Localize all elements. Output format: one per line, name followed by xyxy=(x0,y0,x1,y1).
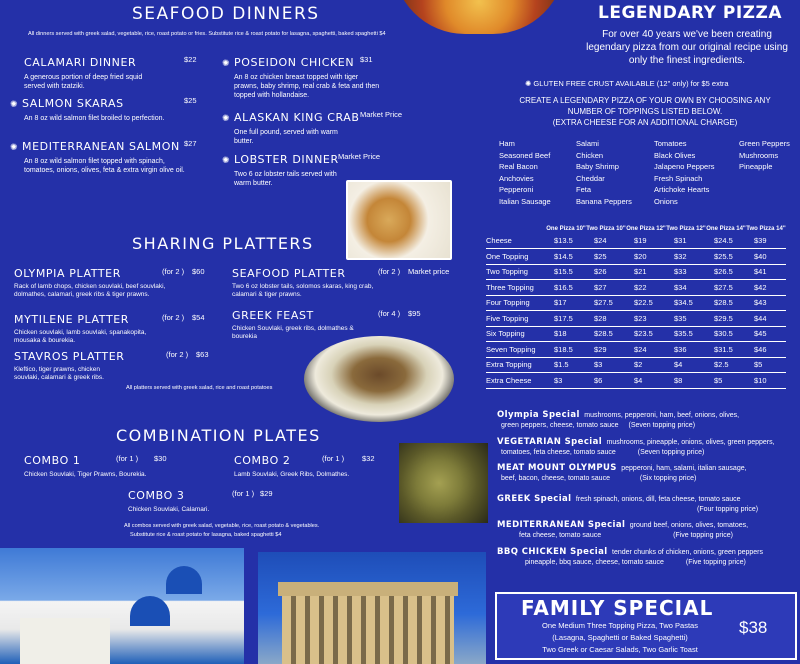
item-for: (for 2 ) xyxy=(162,267,185,276)
seafood-title: SEAFOOD DINNERS xyxy=(132,4,320,24)
item-desc: Kleftico, tiger prawns, chicken souvlaki, calamari & greek ribs. xyxy=(14,366,104,381)
price-cell: $5 xyxy=(706,373,746,389)
item-desc: Lamb Souvlaki, Greek Ribs, Dolmathes. xyxy=(234,471,350,478)
special-desc: pineapple, bbq sauce, cheese, tomato sauce xyxy=(525,559,664,566)
item-price: $27 xyxy=(184,139,197,148)
item-name: SALMON SKARAS xyxy=(22,97,124,110)
price-cell: $21 xyxy=(626,264,666,280)
price-cell: $27.5 xyxy=(706,280,746,296)
column-header: Two Pizza 14" xyxy=(746,226,786,232)
topping: Baby Shrimp xyxy=(576,162,619,171)
item-for: (for 2 ) xyxy=(162,313,185,322)
special-item xyxy=(497,514,797,541)
topping: Salami xyxy=(576,139,599,148)
topping: Real Bacon xyxy=(499,162,538,171)
item-desc: Two 6 oz lobster tails, solomos skaras, king crab, calamari & tiger prawns. xyxy=(232,283,374,298)
topping: Jalapeno Peppers xyxy=(654,162,715,171)
item-price: $22 xyxy=(184,55,197,64)
item-desc: Rack of lamb chops, chicken souvlaki, beef souvlaki, dolmathes, calamari, greek ribs & tiger prawns. xyxy=(14,283,166,298)
platter-item xyxy=(232,306,462,340)
table-row xyxy=(486,295,786,311)
price-cell: $14.5 xyxy=(546,249,586,265)
item-price: $31 xyxy=(360,55,373,64)
table-row xyxy=(486,264,786,280)
combo-item xyxy=(128,486,328,514)
price-cell: $18.5 xyxy=(546,342,586,358)
row-label: Extra Topping xyxy=(486,357,546,373)
combo-title: COMBINATION PLATES xyxy=(116,426,321,445)
item-name: POSEIDON CHICKEN xyxy=(234,56,355,69)
row-label: Cheese xyxy=(486,233,546,249)
specials-list xyxy=(497,404,797,567)
price-cell: $3 xyxy=(546,373,586,389)
topping: Black Olives xyxy=(654,150,696,160)
item-for: (for 2 ) xyxy=(166,350,189,359)
special-name: GREEK Special xyxy=(497,494,572,504)
item-desc: Chicken Souvlaki, Calamari. xyxy=(128,506,210,513)
item-name: COMBO 1 xyxy=(24,454,81,467)
family-line-2: (Lasagna, Spaghetti or Baked Spaghetti) xyxy=(552,633,688,642)
price-cell: $27 xyxy=(586,280,626,296)
special-item xyxy=(497,488,797,514)
column-header: One Pizza 14" xyxy=(706,226,746,232)
special-price: (Seven topping price) xyxy=(628,422,696,429)
item-name: COMBO 2 xyxy=(234,454,291,467)
pizza-intro: For over 40 years we've been creating legendary pizza from our original recipe using only the finest ingredients. xyxy=(586,29,788,66)
item-for: (for 2 ) xyxy=(378,267,401,276)
special-desc: mushrooms, pineapple, onions, olives, green peppers, xyxy=(606,439,775,446)
platter-item xyxy=(14,347,224,381)
item-price: $63 xyxy=(196,350,209,359)
table-row xyxy=(486,311,786,327)
price-cell: $26 xyxy=(586,264,626,280)
special-price: (Seven topping price) xyxy=(637,449,705,456)
price-cell: $31 xyxy=(666,233,706,249)
white-building xyxy=(20,618,110,664)
topping: Onions xyxy=(654,196,678,206)
price-cell: $26.5 xyxy=(706,264,746,280)
table-row xyxy=(486,280,786,296)
parthenon-photo xyxy=(258,552,486,664)
calamari-photo xyxy=(346,180,452,260)
topping: Seasoned Beef xyxy=(499,150,551,160)
topping: Anchovies xyxy=(499,173,534,183)
item-desc: An 8 oz wild salmon filet topped with spinach, tomatoes, onions, olives, feta & extra virgin olive oil. xyxy=(24,158,185,174)
item-price: Market Price xyxy=(360,110,403,119)
price-cell: $36 xyxy=(666,342,706,358)
item-name: MYTILENE PLATTER xyxy=(14,313,130,326)
toppings-col-4 xyxy=(739,138,790,173)
item-name: MEDITERRANEAN SALMON xyxy=(22,140,180,153)
special-price: (Five topping price) xyxy=(673,532,733,539)
price-cell: $23.5 xyxy=(626,326,666,342)
topping: Green Peppers xyxy=(739,139,790,148)
column-header: One Pizza 12" xyxy=(626,226,666,232)
item-price: $32 xyxy=(362,454,375,463)
item-desc: An 8 oz chicken breast topped with tiger prawns, baby shrimp, real crab & feta and then topped with hollandaise. xyxy=(234,74,380,99)
special-item xyxy=(497,541,797,567)
price-cell: $32 xyxy=(666,249,706,265)
item-desc: Chicken souvlaki, lamb souvlaki, spanakopita, mousaka & bourekia. xyxy=(14,329,147,344)
price-cell: $45 xyxy=(746,326,786,342)
price-cell: $31.5 xyxy=(706,342,746,358)
special-desc: tomatoes, feta cheese, tomato sauce xyxy=(501,449,616,456)
price-cell: $23 xyxy=(626,311,666,327)
table-row xyxy=(486,357,786,373)
price-cell: $17 xyxy=(546,295,586,311)
item-for: (for 1 ) xyxy=(232,489,255,498)
item-name: STAVROS PLATTER xyxy=(14,350,125,363)
platter-item xyxy=(232,264,462,298)
create-line-1: CREATE A LEGENDARY PIZZA OF YOUR OWN BY CHOOSING ANY xyxy=(519,96,771,105)
price-cell: $8 xyxy=(666,373,706,389)
topping: Banana Peppers xyxy=(576,196,632,206)
price-cell: $24.5 xyxy=(706,233,746,249)
special-desc: mushrooms, pepperoni, ham, beef, onions, olives, xyxy=(584,412,740,419)
topping: Feta xyxy=(576,185,592,194)
topping: Mushrooms xyxy=(739,150,779,160)
topping: Ham xyxy=(499,139,515,148)
item-price: $30 xyxy=(154,454,167,463)
row-label: Five Topping xyxy=(486,311,546,327)
item-desc: An 8 oz wild salmon filet broiled to perfection. xyxy=(24,115,165,122)
price-rows xyxy=(486,233,786,388)
price-cell: $43 xyxy=(746,295,786,311)
blue-dome xyxy=(166,566,202,594)
item-for: (for 1 ) xyxy=(322,454,345,463)
table-header-row xyxy=(486,226,786,233)
seafood-note: All dinners served with greek salad, vegetable, rice, roast potato or fries. Substitute rice & roast potato for lasagna, spaghetti, baked spaghetti $4 xyxy=(28,31,386,37)
price-cell: $46 xyxy=(746,342,786,358)
special-price: (Six topping price) xyxy=(639,475,697,482)
topping: Cheddar xyxy=(576,173,605,183)
price-cell: $35.5 xyxy=(666,326,706,342)
price-cell: $42 xyxy=(746,280,786,296)
price-table xyxy=(486,226,786,389)
seafood-item xyxy=(10,94,204,123)
price-cell: $27.5 xyxy=(586,295,626,311)
price-cell: $10 xyxy=(746,373,786,389)
dolmathes-photo xyxy=(399,443,488,523)
special-desc: beef, bacon, cheese, tomato sauce xyxy=(501,475,610,482)
price-cell: $4 xyxy=(626,373,666,389)
table-row xyxy=(486,326,786,342)
price-cell: $22 xyxy=(626,280,666,296)
temple-columns xyxy=(282,596,454,664)
platter-item xyxy=(14,264,224,298)
column-header: One Pizza 10" xyxy=(546,226,586,232)
snowflake-star-icon: ✺ xyxy=(10,99,18,109)
create-line-2: NUMBER OF TOPPINGS LISTED BELOW. xyxy=(567,107,723,116)
toppings-col-2 xyxy=(576,138,632,207)
special-item xyxy=(497,431,797,457)
combo-note-1: All combos served with greek salad, vegetable, rice, roast potato & vegetables. xyxy=(124,523,320,529)
price-cell: $24 xyxy=(586,233,626,249)
topping: Italian Sausage xyxy=(499,196,551,206)
family-special-box xyxy=(495,592,797,660)
price-cell: $17.5 xyxy=(546,311,586,327)
price-cell: $25 xyxy=(586,249,626,265)
row-label: Extra Cheese xyxy=(486,373,546,389)
price-cell: $44 xyxy=(746,311,786,327)
price-cell: $4 xyxy=(666,357,706,373)
gluten-note xyxy=(525,79,729,88)
special-price: (Five topping price) xyxy=(685,559,746,566)
table-row xyxy=(486,373,786,389)
price-cell: $22.5 xyxy=(626,295,666,311)
item-name: GREEK FEAST xyxy=(232,309,314,322)
sharing-note: All platters served with greek salad, rice and roast potatoes xyxy=(126,385,273,391)
family-title: FAMILY SPECIAL xyxy=(521,596,714,620)
price-cell: $28.5 xyxy=(586,326,626,342)
price-cell: $15.5 xyxy=(546,264,586,280)
item-price: $29 xyxy=(260,489,273,498)
temple-roof xyxy=(278,582,458,596)
price-cell: $28.5 xyxy=(706,295,746,311)
item-price: $60 xyxy=(192,267,205,276)
table-row xyxy=(486,249,786,265)
seafood-item xyxy=(24,53,204,91)
item-name: ALASKAN KING CRAB xyxy=(234,111,360,124)
price-cell: $5 xyxy=(746,357,786,373)
item-for: (for 1 ) xyxy=(116,454,139,463)
item-desc: Two 6 oz lobster tails served with warm butter. xyxy=(234,171,337,187)
price-cell: $13.5 xyxy=(546,233,586,249)
table-row xyxy=(486,342,786,358)
special-name: MEDITERRANEAN Special xyxy=(497,520,626,530)
blue-dome xyxy=(130,596,170,626)
seafood-item xyxy=(10,137,204,175)
sharing-title: SHARING PLATTERS xyxy=(132,234,314,253)
seafood-item xyxy=(222,108,412,146)
pizza-price-table xyxy=(486,226,786,389)
family-line-1: One Medium Three Topping Pizza, Two Pastas xyxy=(542,621,698,630)
row-label: Two Topping xyxy=(486,264,546,280)
item-name: LOBSTER DINNER xyxy=(234,153,339,166)
platter-photo xyxy=(304,336,454,422)
item-price: $95 xyxy=(408,309,421,318)
price-cell: $6 xyxy=(586,373,626,389)
snowflake-star-icon: ✺ xyxy=(10,142,18,152)
topping: Fresh Spinach xyxy=(654,173,703,183)
special-desc: fresh spinach, onions, dill, feta cheese, tomato sauce xyxy=(575,496,741,503)
special-desc: ground beef, onions, olives, tomatoes, xyxy=(629,522,749,529)
price-cell: $24 xyxy=(626,342,666,358)
special-name: VEGETARIAN Special xyxy=(497,437,603,447)
special-item xyxy=(497,404,797,431)
price-cell: $34.5 xyxy=(666,295,706,311)
item-desc: A generous portion of deep fried squid served with tzatziki. xyxy=(24,74,143,90)
price-cell: $33 xyxy=(666,264,706,280)
column-header: Two Pizza 12" xyxy=(666,226,706,232)
price-cell: $20 xyxy=(626,249,666,265)
special-name: MEAT MOUNT OLYMPUS xyxy=(497,463,617,473)
create-line-3: (EXTRA CHEESE FOR AN ADDITIONAL CHARGE) xyxy=(552,118,738,127)
row-label: Six Topping xyxy=(486,326,546,342)
price-cell: $28 xyxy=(586,311,626,327)
seafood-item xyxy=(222,53,412,100)
row-label: One Topping xyxy=(486,249,546,265)
platter-item xyxy=(14,310,224,344)
item-price: Market price xyxy=(408,267,450,276)
item-name: SEAFOOD PLATTER xyxy=(232,267,346,280)
special-desc: tender chunks of chicken, onions, green peppers xyxy=(612,549,763,556)
row-label: Three Topping xyxy=(486,280,546,296)
special-item xyxy=(497,457,797,488)
price-cell: $3 xyxy=(586,357,626,373)
item-desc: Chicken Souvlaki, Tiger Prawns, Bourekia. xyxy=(24,471,147,478)
special-price: (Four topping price) xyxy=(697,506,759,513)
price-cell: $39 xyxy=(746,233,786,249)
topping: Pepperoni xyxy=(499,185,534,194)
gluten-text: GLUTEN FREE CRUST AVAILABLE (12" only) for $5 extra xyxy=(533,79,729,88)
topping: Artichoke Hearts xyxy=(654,185,710,194)
item-for: (for 4 ) xyxy=(378,309,401,318)
special-name: BBQ CHICKEN Special xyxy=(497,547,608,557)
combo-item xyxy=(24,451,224,479)
price-cell: $41 xyxy=(746,264,786,280)
item-desc: One full pound, served with warm butter. xyxy=(234,129,338,145)
price-cell: $25.5 xyxy=(706,249,746,265)
pizza-photo xyxy=(393,0,565,34)
pizza-title: LEGENDARY PIZZA xyxy=(598,3,782,23)
item-name: COMBO 3 xyxy=(128,489,185,502)
family-price: $38 xyxy=(739,618,768,637)
column-header: Two Pizza 10" xyxy=(586,226,626,232)
topping: Chicken xyxy=(576,150,604,160)
price-cell: $18 xyxy=(546,326,586,342)
family-line-3: Two Greek or Caesar Salads, Two Garlic Toast xyxy=(542,645,698,654)
price-cell: $1.5 xyxy=(546,357,586,373)
price-cell: $2 xyxy=(626,357,666,373)
price-cell: $34 xyxy=(666,280,706,296)
price-cell: $30.5 xyxy=(706,326,746,342)
special-desc: pepperoni, ham, salami, italian sausage, xyxy=(621,465,747,472)
special-name: Olympia Special xyxy=(497,410,580,420)
price-cell: $16.5 xyxy=(546,280,586,296)
table-corner xyxy=(486,226,546,233)
santorini-photo xyxy=(0,548,244,664)
row-label: Seven Topping xyxy=(486,342,546,358)
item-price: $25 xyxy=(184,96,197,105)
price-cell: $19 xyxy=(626,233,666,249)
item-price: $54 xyxy=(192,313,205,322)
item-name: CALAMARI DINNER xyxy=(24,56,137,69)
price-cell: $40 xyxy=(746,249,786,265)
special-desc: feta cheese, tomato sauce xyxy=(519,532,602,539)
toppings-col-3 xyxy=(654,138,714,207)
item-desc: Chicken Souvlaki, greek ribs, dolmathes & bourekia xyxy=(232,325,354,340)
price-cell: $2.5 xyxy=(706,357,746,373)
combo-note-2: Substitute rice & roast potato for lasagna, baked spaghetti $4 xyxy=(130,532,282,538)
item-name: OLYMPIA PLATTER xyxy=(14,267,121,280)
topping: Tomatoes xyxy=(654,139,687,148)
create-block xyxy=(500,95,790,128)
snowflake-star-icon: ✺ xyxy=(222,58,230,68)
price-cell: $29 xyxy=(586,342,626,358)
item-price: Market Price xyxy=(338,152,381,161)
snowflake-star-icon: ✺ xyxy=(222,155,230,165)
table-row xyxy=(486,233,786,249)
special-desc: green peppers, cheese, tomato sauce xyxy=(501,422,619,429)
price-cell: $29.5 xyxy=(706,311,746,327)
price-cell: $35 xyxy=(666,311,706,327)
row-label: Four Topping xyxy=(486,295,546,311)
topping: Pineapple xyxy=(739,162,773,171)
snowflake-star-icon: ✺ xyxy=(222,113,230,123)
toppings-col-1 xyxy=(499,138,551,207)
snowflake-star-icon: ✺ xyxy=(525,79,534,88)
